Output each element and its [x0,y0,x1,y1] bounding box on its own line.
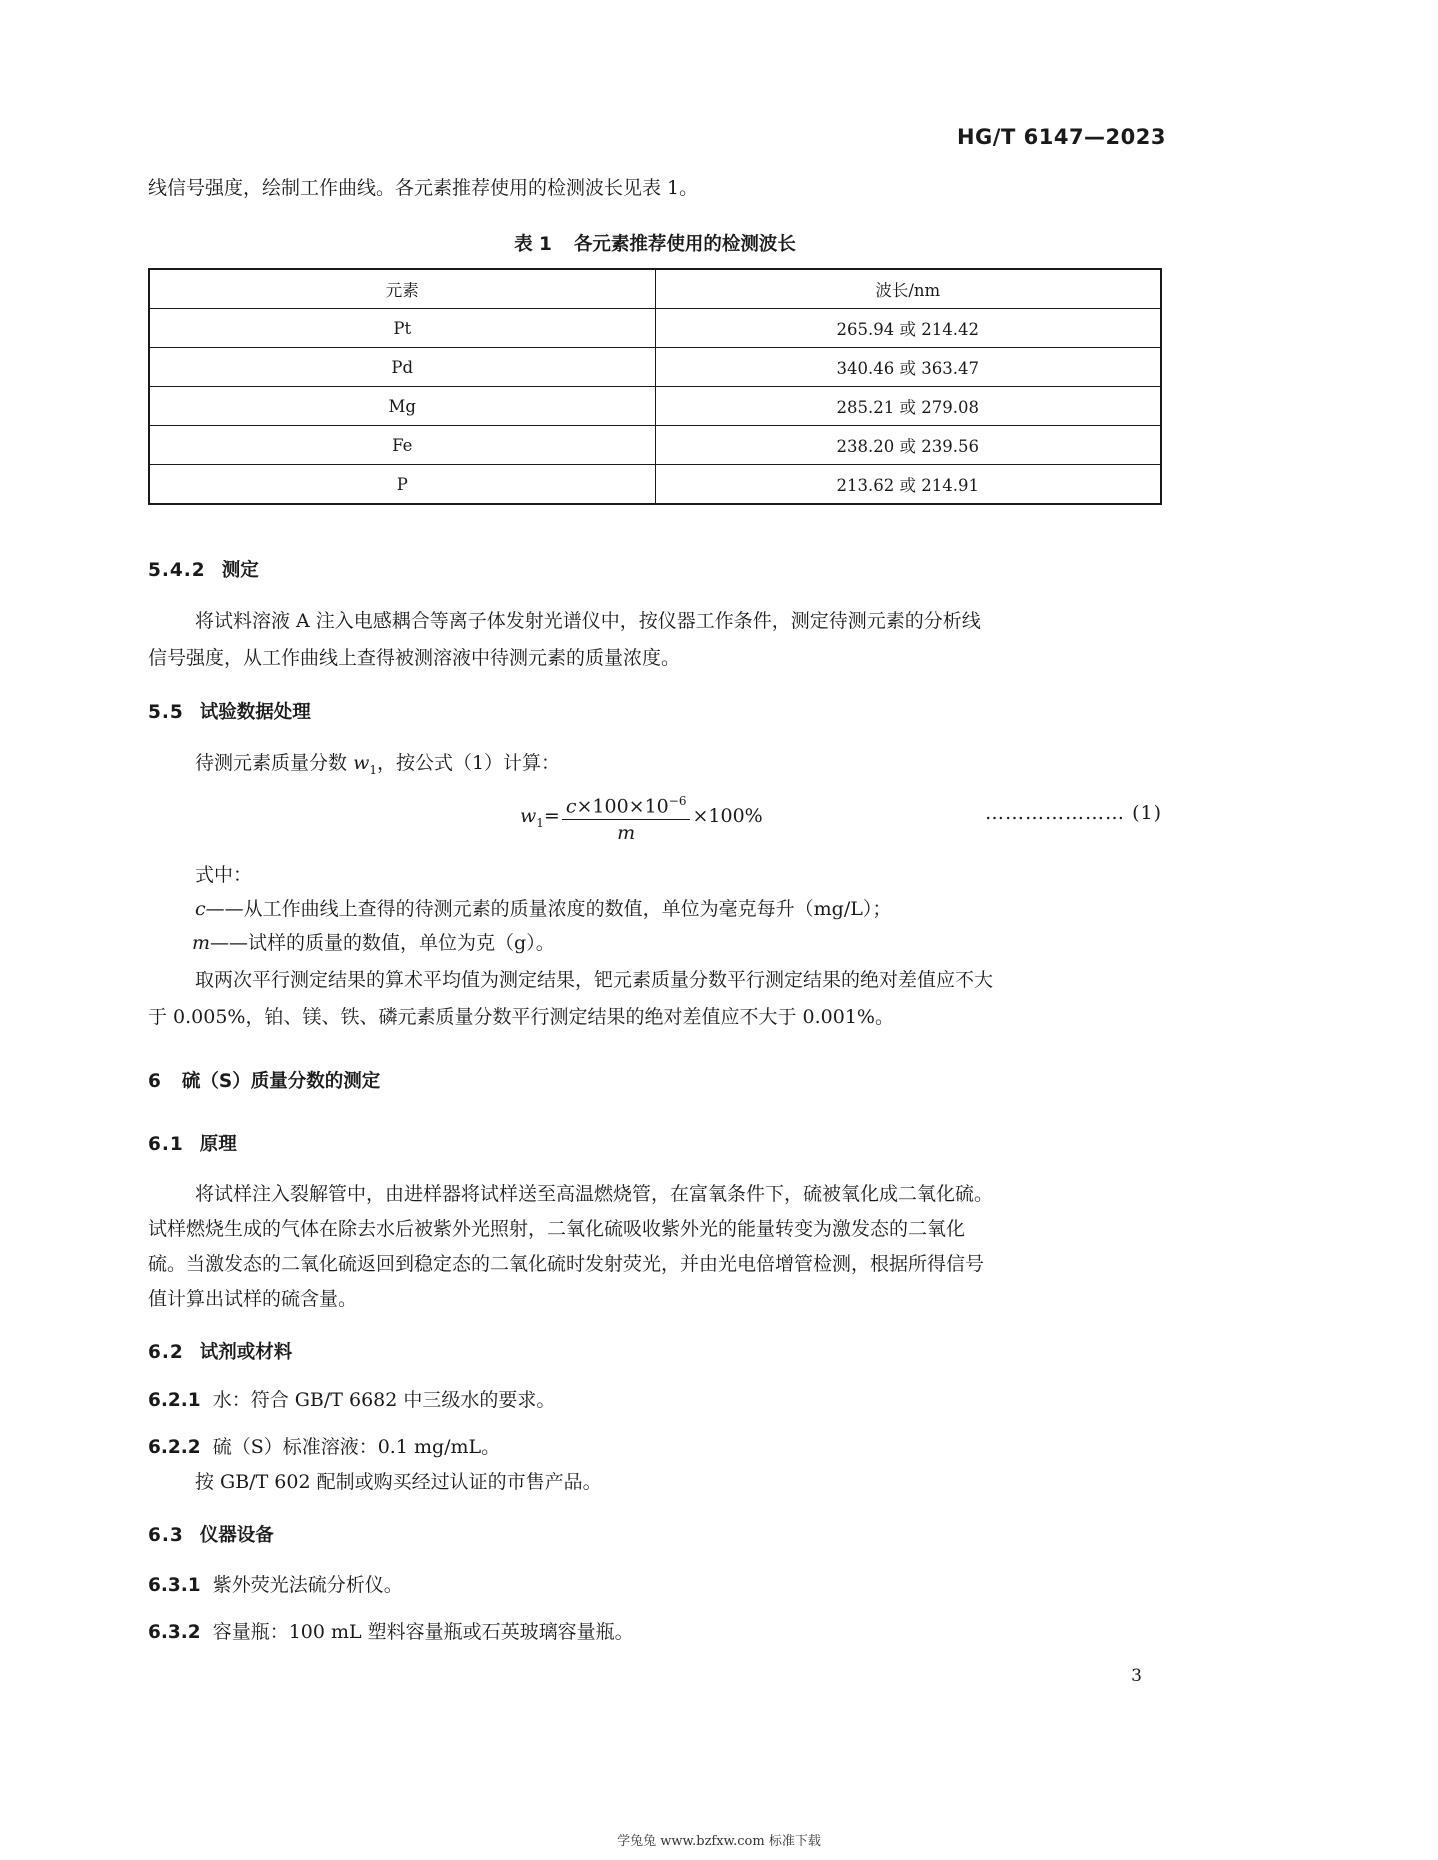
section-title: 原理 [199,1134,237,1155]
item-6-2-2-note: 按 GB/T 602 配制或购买经过认证的市售产品。 [195,1471,602,1493]
section-number: 6.2 [148,1342,184,1363]
section-6-heading [148,1067,380,1093]
cell-wavelength: 285.21 或 279.08 [655,387,1161,426]
section-6-1-heading [148,1130,237,1156]
header-wavelength: 波长/nm [655,269,1161,309]
def-m [192,926,555,960]
cell-element: Pt [149,309,655,348]
s55-para-line2: 于 0.005%，铂、镁、铁、磷元素质量分数平行测定结果的绝对差值应不大于 0.001%。 [148,1006,894,1028]
formula-denominator: m [617,822,636,845]
table-caption [148,230,1162,256]
section-5-5-heading [148,698,311,724]
def-m-text: ——试样的质量的数值，单位为克（g）。 [210,932,555,954]
section-6-2-heading [148,1338,292,1364]
def-m-symbol: m [192,932,211,954]
formula-numerator [562,788,691,820]
table-row [149,387,1161,426]
s542-para-line2: 信号强度，从工作曲线上查得被测溶液中待测元素的质量浓度。 [148,647,681,669]
section-title: 仪器设备 [199,1525,274,1546]
table-number: 表 1 [514,234,552,255]
item-number: 6.2.2 [148,1437,201,1458]
where-label: 式中： [195,864,253,886]
cell-wavelength: 340.46 或 363.47 [655,348,1161,387]
item-6-3-2 [148,1615,634,1650]
def-c [195,892,891,926]
table-row [149,465,1161,505]
section-number: 5.4.2 [148,560,206,581]
table-header-row [149,269,1161,309]
s61-line3: 硫。当激发态的二氧化硫返回到稳定态的二氧化硫时发射荧光，并由光电倍增管检测，根据所得信号 [148,1253,985,1275]
intro-line: 线信号强度，绘制工作曲线。各元素推荐使用的检测波长见表 1。 [148,177,699,199]
item-text: 紫外荧光法硫分析仪。 [212,1574,403,1596]
intro-text-tail: ，按公式（1）计算： [376,752,561,774]
item-number: 6.3.1 [148,1575,201,1596]
section-5-4-2-heading [148,556,259,582]
formula-lhs: w [520,805,537,828]
table-row [149,309,1161,348]
var-w: w [353,752,370,774]
formula-lhs-sub: 1 [536,815,544,830]
s61-line4: 值计算出试样的硫含量。 [148,1288,358,1310]
def-c-text: ——从工作曲线上查得的待测元素的质量浓度的数值，单位为毫克每升（mg/L）； [205,898,892,920]
item-text: 容量瓶：100 mL 塑料容量瓶或石英玻璃容量瓶。 [212,1621,634,1643]
def-c-symbol: c [195,898,206,920]
item-number: 6.2.1 [148,1390,201,1411]
section-number: 6.3 [148,1525,184,1546]
s61-line2: 试样燃烧生成的气体在除去水后被紫外光照射，二氧化硫吸收紫外光的能量转变为激发态的二氧化 [148,1218,966,1240]
formula-equals: = [543,805,560,828]
table-title: 各元素推荐使用的检测波长 [573,234,796,255]
page-number: 3 [1131,1666,1142,1686]
item-6-2-2 [148,1430,500,1465]
section-title: 测定 [221,560,259,581]
s55-intro [195,746,560,787]
cell-wavelength: 213.62 或 214.91 [655,465,1161,505]
item-number: 6.3.2 [148,1622,201,1643]
section-number: 6.1 [148,1134,184,1155]
item-6-2-1 [148,1383,555,1418]
numerator-rest: ×100×10 [576,795,669,818]
intro-text: 待测元素质量分数 [195,752,348,774]
formula-tail: ×100% [692,805,763,828]
section-number: 6 [148,1071,162,1092]
item-text: 硫（S）标准溶液：0.1 mg/mL。 [212,1436,501,1458]
numerator-exponent: −6 [668,794,687,808]
table-row [149,426,1161,465]
cell-element: Mg [149,387,655,426]
wavelength-table [148,268,1162,505]
s61-line1: 将试样注入裂解管中，由进样器将试样送至高温燃烧管，在富氧条件下，硫被氧化成二氧化硫。 [195,1183,994,1205]
section-number: 5.5 [148,702,184,723]
var-w-sub: 1 [369,762,377,777]
cell-element: Pd [149,348,655,387]
equation-number: ………………… (1) [985,802,1162,824]
cell-wavelength: 238.20 或 239.56 [655,426,1161,465]
section-title: 硫（S）质量分数的测定 [181,1071,381,1092]
item-text: 水：符合 GB/T 6682 中三级水的要求。 [212,1389,556,1411]
section-title: 试验数据处理 [199,702,311,723]
cell-element: Fe [149,426,655,465]
table-row [149,348,1161,387]
numerator-var: c [565,795,577,818]
formula-fraction [562,788,691,846]
section-title: 试剂或材料 [199,1342,293,1363]
s542-para-line1: 将试料溶液 A 注入电感耦合等离子体发射光谱仪中，按仪器工作条件，测定待测元素的分析线 [195,610,981,632]
cell-wavelength: 265.94 或 214.42 [655,309,1161,348]
cell-element: P [149,465,655,505]
formula-1 [520,788,763,846]
footer-watermark: 学兔兔 www.bzfxw.com 标准下载 [617,1834,821,1849]
s55-para-line1: 取两次平行测定结果的算术平均值为测定结果，钯元素质量分数平行测定结果的绝对差值应不大 [195,969,994,991]
section-6-3-heading [148,1521,274,1547]
standard-code: HG/T 6147—2023 [956,125,1166,149]
item-6-3-1 [148,1568,403,1603]
header-element: 元素 [149,269,655,309]
